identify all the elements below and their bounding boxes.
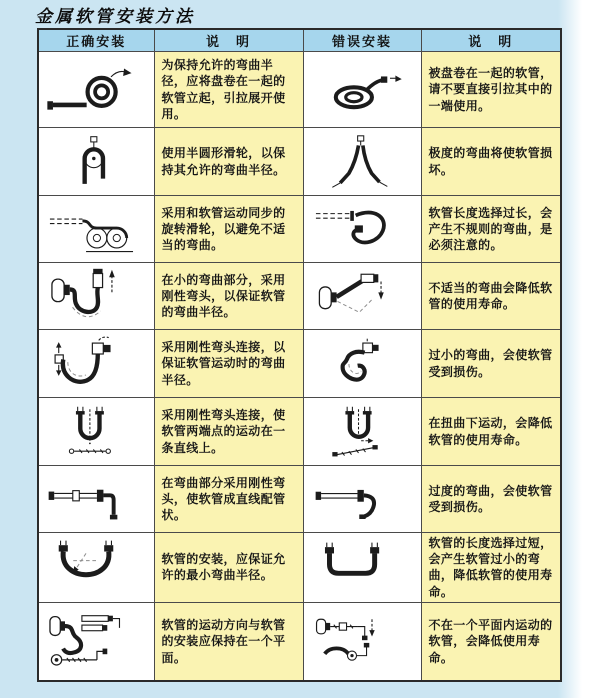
wrong-image-cell-5 — [303, 330, 421, 398]
hose-coil-flat-pulled-end-icon — [312, 62, 412, 118]
correct-image-cell-4 — [38, 263, 154, 330]
table-row — [38, 533, 561, 603]
header-correct-installation: 正确安装 — [38, 29, 154, 52]
correct-image-cell-1 — [38, 52, 154, 128]
hose-too-long-irregular-loop-icon — [310, 201, 414, 257]
wrong-image-cell-1 — [303, 52, 421, 128]
table-row — [38, 52, 561, 128]
pipe-end-overbent-hose-icon — [312, 473, 412, 525]
wrong-note-4: 不适当的弯曲会降低软管的使用寿命。 — [421, 263, 561, 330]
u-hose-minimum-bend-radius-icon — [46, 538, 146, 596]
page-title: 金属软管安装方法 — [35, 7, 195, 26]
wrong-note-3: 软管长度选择过长，会产生不规则的弯曲，是必须注意的。 — [421, 196, 561, 263]
installation-methods-table — [37, 28, 562, 682]
header-row — [38, 29, 561, 52]
wrong-note-1: 被盘卷在一起的软管，请不要直接引拉其中的一端使用。 — [421, 52, 561, 128]
wrong-image-cell-3 — [303, 196, 421, 263]
correct-note-7: 在弯曲部分采用刚性弯头，使软管成直线配管状。 — [154, 466, 303, 533]
table-row — [38, 466, 561, 533]
u-hose-endpoints-on-straight-line-icon — [48, 402, 144, 462]
correct-note-6: 采用刚性弯头连接，使软管两端点的运动在一条直线上。 — [154, 398, 303, 466]
correct-image-cell-7 — [38, 466, 154, 533]
table-row — [38, 330, 561, 398]
correct-image-cell-6 — [38, 398, 154, 466]
u-hose-twisted-motion-icon — [314, 402, 410, 462]
wrong-note-6: 在扭曲下运动，会降低软管的使用寿命。 — [421, 398, 561, 466]
header-wrong-installation: 错误安装 — [303, 29, 421, 52]
hose-improper-sharp-angle-icon — [312, 267, 412, 325]
wrong-note-7: 过度的弯曲，会使软管受到损伤。 — [421, 466, 561, 533]
correct-image-cell-2 — [38, 128, 154, 196]
rigid-elbow-at-small-bend-icon — [44, 266, 148, 326]
table-row — [38, 398, 561, 466]
rigid-elbow-connection-u-curve-icon — [46, 334, 146, 394]
correct-note-1: 为保持允许的弯曲半径，应将盘卷在一起的软管立起，引拉展开使用。 — [154, 52, 303, 128]
correct-note-2: 使用半圆形滑轮，以保持其允许的弯曲半径。 — [154, 128, 303, 196]
hose-with-synchronized-rotating-pulleys-icon — [44, 201, 148, 257]
header-explanation-right: 说 明 — [421, 29, 561, 52]
wrong-image-cell-4 — [303, 263, 421, 330]
wrong-image-cell-6 — [303, 398, 421, 466]
correct-image-cell-3 — [38, 196, 154, 263]
correct-image-cell-8 — [38, 533, 154, 603]
straight-piping-with-rigid-elbow-icon — [44, 473, 148, 525]
wrong-note-2: 极度的弯曲将使软管损坏。 — [421, 128, 561, 196]
table-row — [38, 128, 561, 196]
wrong-note-8: 软管的长度选择过短，会产生软管过小的弯曲，降低软管的使用寿命。 — [421, 533, 561, 603]
table-row — [38, 196, 561, 263]
header-explanation-left: 说 明 — [154, 29, 303, 52]
correct-image-cell-9 — [38, 602, 154, 681]
correct-note-9: 软管的运动方向与软管的安装应保持在一个平面。 — [154, 602, 303, 681]
wrong-image-cell-9 — [303, 602, 421, 681]
table-row — [38, 263, 561, 330]
table-row — [38, 602, 561, 681]
correct-note-8: 软管的安装，应保证允许的最小弯曲半径。 — [154, 533, 303, 603]
hose-motion-out-of-plane-icon — [312, 612, 412, 672]
wrong-image-cell-7 — [303, 466, 421, 533]
u-hose-too-short-flat-bottom-icon — [312, 539, 412, 595]
hose-coil-upright-with-arrow-icon — [44, 61, 148, 119]
hose-hook-bend-too-small-icon — [314, 335, 410, 393]
correct-note-5: 采用刚性弯头连接，以保证软管运动时的弯曲半径。 — [154, 330, 303, 398]
correct-note-4: 在小的弯曲部分，采用刚性弯头，以保证软管的弯曲半径。 — [154, 263, 303, 330]
wrong-note-9: 不在一个平面内运动的软管，会降低使用寿命。 — [421, 602, 561, 681]
correct-note-3: 采用和软管运动同步的旋转滑轮，以避免不适当的弯曲。 — [154, 196, 303, 263]
wrong-note-5: 过小的弯曲，会使软管受到损伤。 — [421, 330, 561, 398]
wrong-image-cell-2 — [303, 128, 421, 196]
hose-over-semicircular-pulley-icon — [48, 133, 144, 191]
correct-image-cell-5 — [38, 330, 154, 398]
hose-motion-in-one-plane-icon — [44, 611, 148, 673]
hose-extreme-sharp-bend-icon — [314, 133, 410, 191]
wrong-image-cell-8 — [303, 533, 421, 603]
